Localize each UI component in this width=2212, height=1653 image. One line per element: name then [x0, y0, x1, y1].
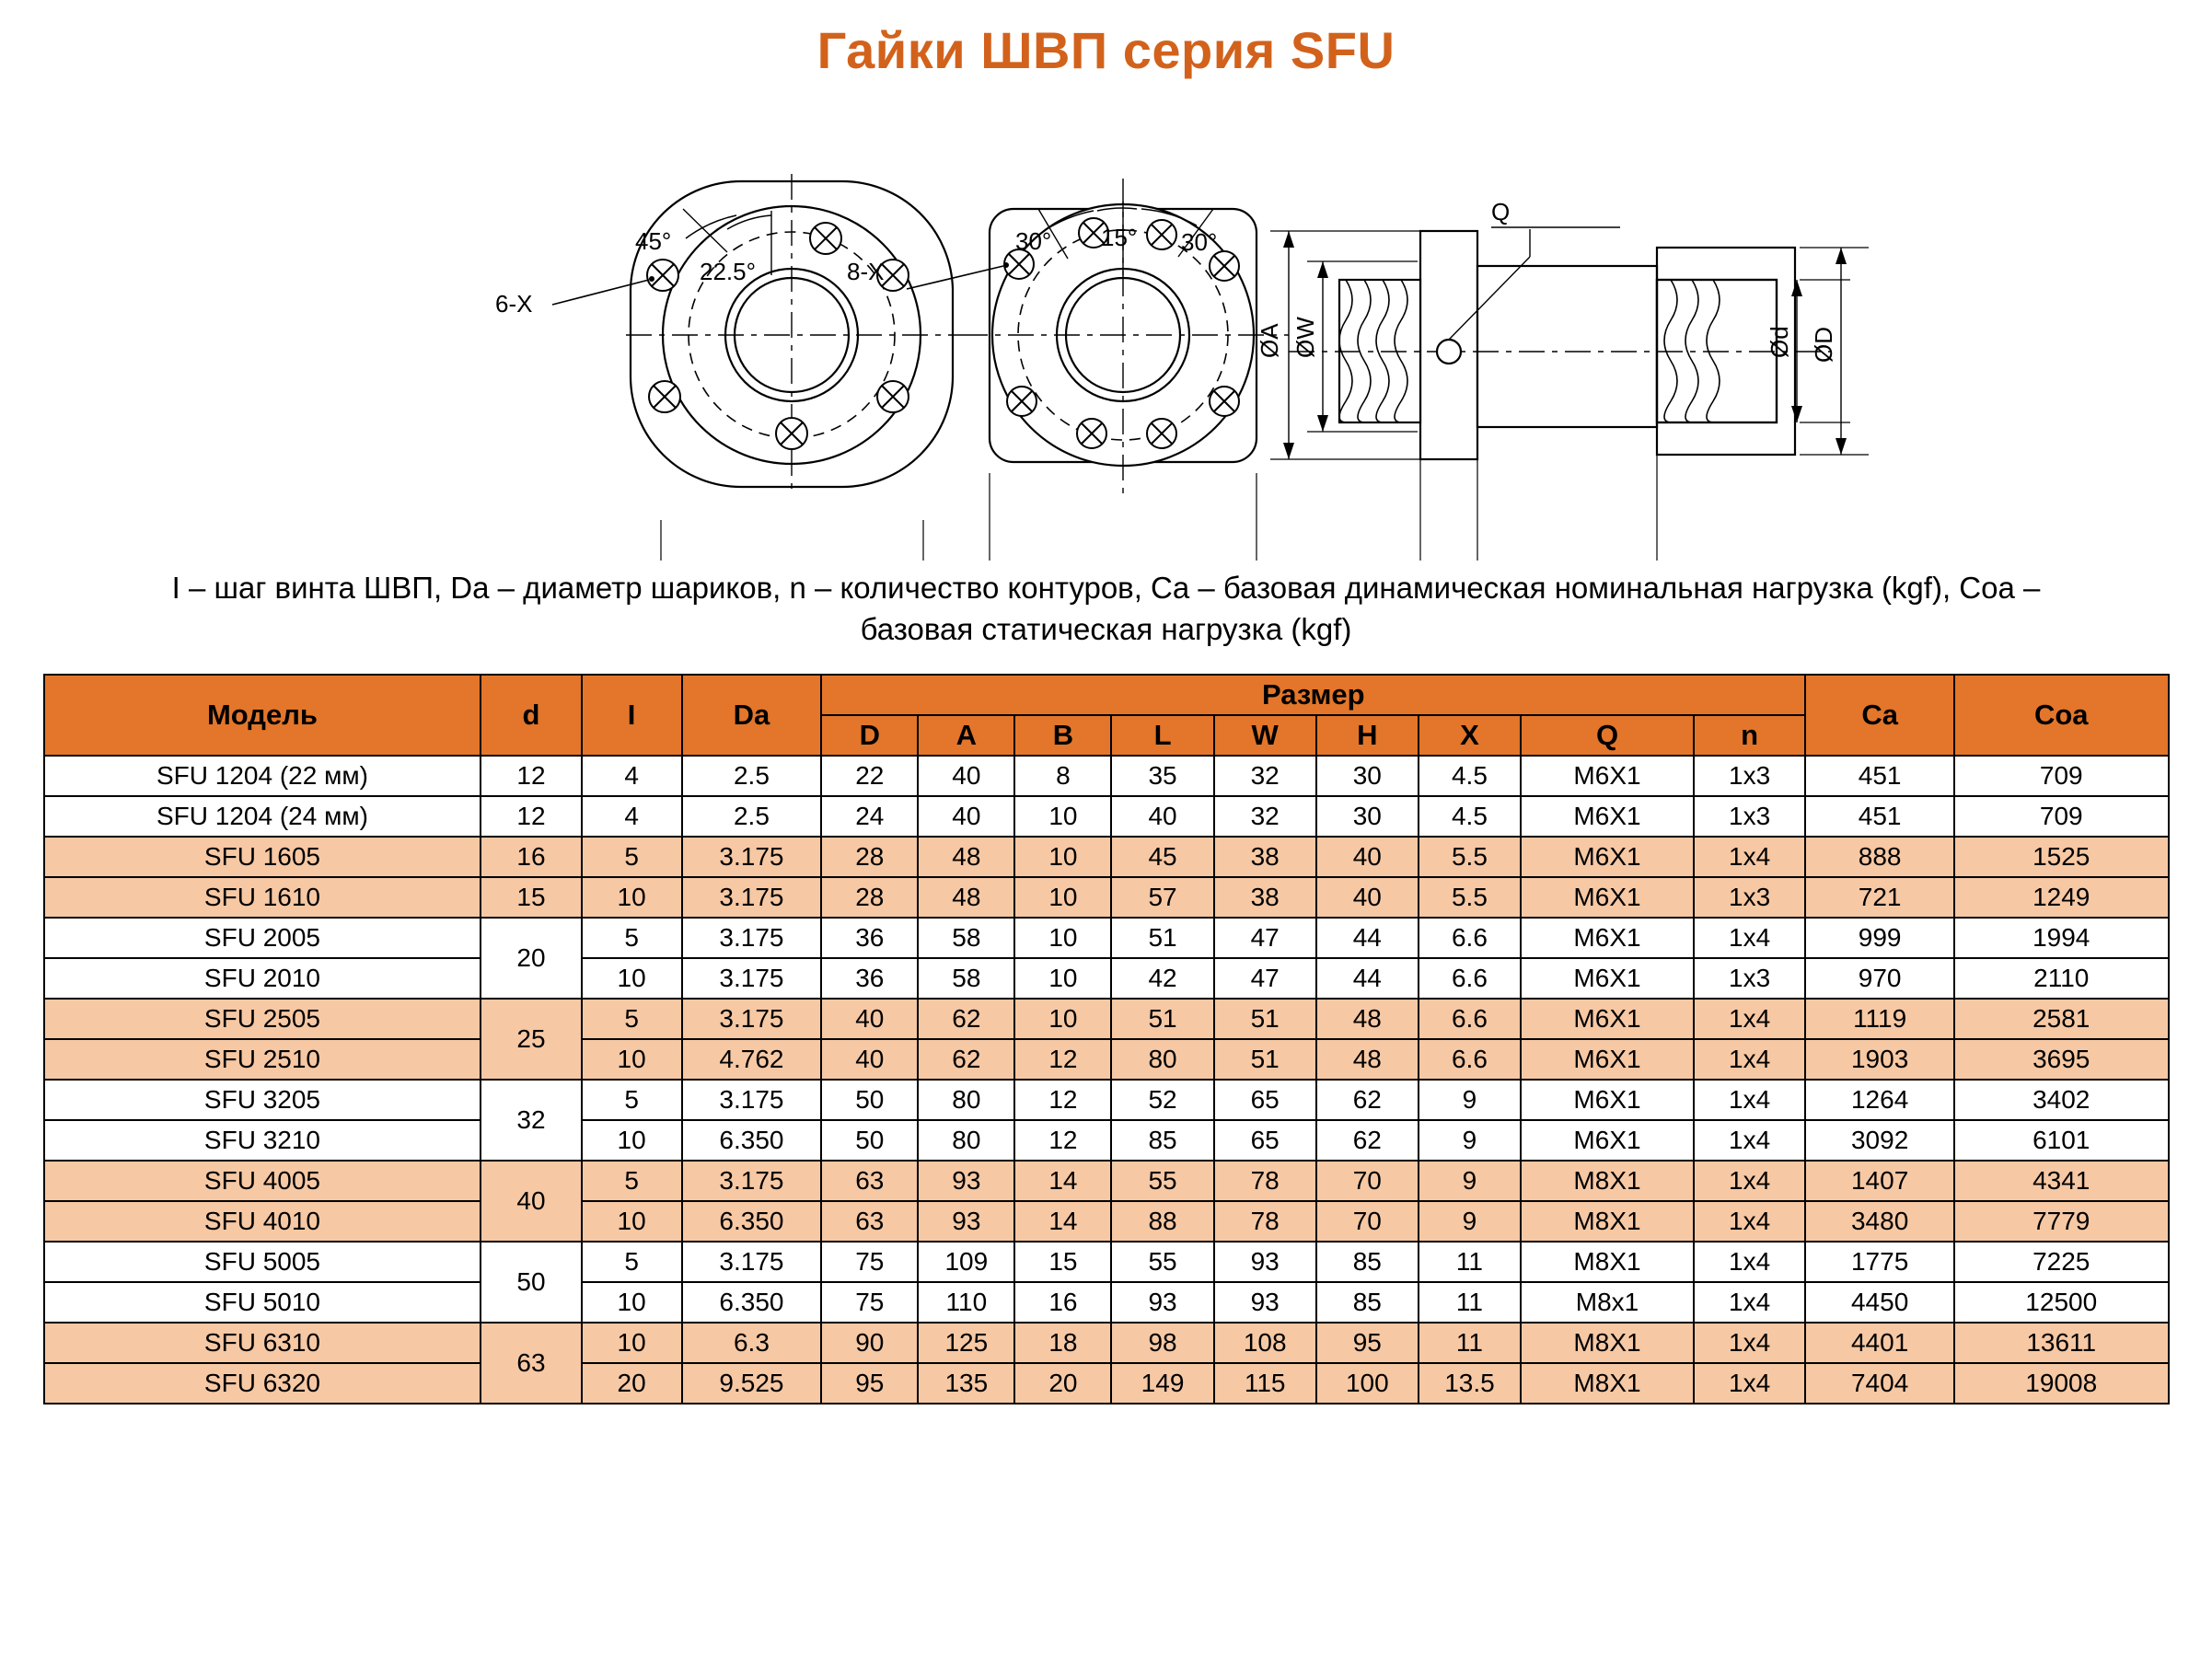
cell-da: 4.762 — [682, 1039, 822, 1080]
cell-model: SFU 2510 — [44, 1039, 481, 1080]
cell-i: 5 — [582, 1080, 682, 1120]
cell-X: 5.5 — [1419, 837, 1521, 877]
cell-Ca: 721 — [1805, 877, 1954, 918]
cell-W: 38 — [1214, 877, 1316, 918]
cell-W: 65 — [1214, 1080, 1316, 1120]
cell-model: SFU 6310 — [44, 1323, 481, 1363]
cell-n: 1x3 — [1694, 796, 1805, 837]
cell-i: 5 — [582, 918, 682, 958]
label-45deg: 45° — [635, 227, 672, 255]
cell-model: SFU 1610 — [44, 877, 481, 918]
cell-B: 15 — [1014, 1242, 1111, 1282]
cell-n: 1x3 — [1694, 958, 1805, 999]
cell-B: 10 — [1014, 918, 1111, 958]
header-dim-n: n — [1694, 715, 1805, 756]
cell-Q: M6X1 — [1521, 877, 1694, 918]
cell-L: 98 — [1111, 1323, 1213, 1363]
cell-A: 40 — [918, 756, 1014, 796]
cell-Ca: 888 — [1805, 837, 1954, 877]
cell-X: 4.5 — [1419, 756, 1521, 796]
cell-n: 1x3 — [1694, 756, 1805, 796]
cell-L: 149 — [1111, 1363, 1213, 1404]
cell-H: 40 — [1316, 837, 1419, 877]
cell-i: 10 — [582, 1120, 682, 1161]
table-row — [44, 1039, 2169, 1080]
table-row — [44, 877, 2169, 918]
cell-n: 1x4 — [1694, 1039, 1805, 1080]
cell-d: 15 — [481, 877, 581, 918]
cell-Ca: 999 — [1805, 918, 1954, 958]
cell-L: 40 — [1111, 796, 1213, 837]
cell-L: 93 — [1111, 1282, 1213, 1323]
cell-D: 22 — [821, 756, 918, 796]
cell-A: 110 — [918, 1282, 1014, 1323]
cell-i: 5 — [582, 1242, 682, 1282]
header-dim-W: W — [1214, 715, 1316, 756]
cell-L: 51 — [1111, 918, 1213, 958]
cell-W: 51 — [1214, 999, 1316, 1039]
cell-n: 1x3 — [1694, 877, 1805, 918]
cell-model: SFU 5010 — [44, 1282, 481, 1323]
cell-H: 85 — [1316, 1242, 1419, 1282]
cell-A: 80 — [918, 1080, 1014, 1120]
cell-W: 93 — [1214, 1242, 1316, 1282]
cell-A: 62 — [918, 999, 1014, 1039]
cell-W: 32 — [1214, 756, 1316, 796]
cell-Ca: 7404 — [1805, 1363, 1954, 1404]
cell-H: 62 — [1316, 1080, 1419, 1120]
header-dim-H: H — [1316, 715, 1419, 756]
cell-Ca: 1119 — [1805, 999, 1954, 1039]
table-head — [44, 675, 2169, 756]
label-15deg: 15° — [1101, 224, 1138, 251]
cell-X: 9 — [1419, 1161, 1521, 1201]
cell-i: 5 — [582, 1161, 682, 1201]
specs-table — [43, 674, 2170, 1404]
cell-i: 10 — [582, 1282, 682, 1323]
cell-Coa: 19008 — [1954, 1363, 2169, 1404]
cell-da: 3.175 — [682, 1161, 822, 1201]
cell-D: 90 — [821, 1323, 918, 1363]
cell-da: 2.5 — [682, 796, 822, 837]
cell-Ca: 451 — [1805, 796, 1954, 837]
table-row — [44, 958, 2169, 999]
cell-A: 135 — [918, 1363, 1014, 1404]
header-da: Da — [682, 675, 822, 756]
cell-Q: M8X1 — [1521, 1161, 1694, 1201]
cell-X: 5.5 — [1419, 877, 1521, 918]
cell-L: 52 — [1111, 1080, 1213, 1120]
drawing-middle-view — [907, 179, 1289, 561]
cell-i: 5 — [582, 837, 682, 877]
cell-Ca: 451 — [1805, 756, 1954, 796]
cell-Coa: 3402 — [1954, 1080, 2169, 1120]
cell-Ca: 4450 — [1805, 1282, 1954, 1323]
table-row — [44, 837, 2169, 877]
cell-Coa: 1525 — [1954, 837, 2169, 877]
cell-D: 95 — [821, 1363, 918, 1404]
cell-model: SFU 2505 — [44, 999, 481, 1039]
cell-Q: M6X1 — [1521, 1039, 1694, 1080]
table-row — [44, 918, 2169, 958]
cell-Q: M8X1 — [1521, 1201, 1694, 1242]
cell-H: 40 — [1316, 877, 1419, 918]
cell-L: 51 — [1111, 999, 1213, 1039]
cell-W: 47 — [1214, 918, 1316, 958]
cell-Coa: 6101 — [1954, 1120, 2169, 1161]
cell-B: 10 — [1014, 999, 1111, 1039]
cell-B: 12 — [1014, 1080, 1111, 1120]
cell-A: 58 — [918, 918, 1014, 958]
header-dim-X: X — [1419, 715, 1521, 756]
cell-Ca: 1775 — [1805, 1242, 1954, 1282]
drawing-right-view — [1270, 227, 1869, 561]
drawing-left-view — [552, 174, 962, 561]
cell-i: 10 — [582, 1201, 682, 1242]
cell-da: 3.175 — [682, 1080, 822, 1120]
cell-i: 20 — [582, 1363, 682, 1404]
cell-Ca: 1407 — [1805, 1161, 1954, 1201]
cell-Coa: 7779 — [1954, 1201, 2169, 1242]
cell-W: 93 — [1214, 1282, 1316, 1323]
cell-da: 6.3 — [682, 1323, 822, 1363]
cell-d: 63 — [481, 1323, 581, 1404]
cell-H: 62 — [1316, 1120, 1419, 1161]
cell-Q: M6X1 — [1521, 837, 1694, 877]
cell-B: 14 — [1014, 1161, 1111, 1201]
cell-X: 11 — [1419, 1282, 1521, 1323]
cell-model: SFU 2010 — [44, 958, 481, 999]
cell-H: 44 — [1316, 958, 1419, 999]
cell-H: 95 — [1316, 1323, 1419, 1363]
table-row — [44, 756, 2169, 796]
cell-Coa: 709 — [1954, 756, 2169, 796]
cell-da: 6.350 — [682, 1282, 822, 1323]
cell-A: 80 — [918, 1120, 1014, 1161]
cell-L: 85 — [1111, 1120, 1213, 1161]
header-row-1 — [44, 675, 2169, 715]
cell-H: 48 — [1316, 999, 1419, 1039]
cell-Q: M6X1 — [1521, 958, 1694, 999]
cell-W: 78 — [1214, 1201, 1316, 1242]
cell-i: 10 — [582, 877, 682, 918]
header-dim-B: B — [1014, 715, 1111, 756]
cell-H: 44 — [1316, 918, 1419, 958]
drawing-svg — [0, 91, 2212, 561]
table-body — [44, 756, 2169, 1404]
cell-d: 12 — [481, 756, 581, 796]
cell-A: 40 — [918, 796, 1014, 837]
cell-Ca: 1903 — [1805, 1039, 1954, 1080]
cell-i: 10 — [582, 1039, 682, 1080]
cell-W: 51 — [1214, 1039, 1316, 1080]
cell-model: SFU 2005 — [44, 918, 481, 958]
cell-Q: M8X1 — [1521, 1242, 1694, 1282]
label-30deg-a: 30° — [1015, 227, 1052, 255]
table-row — [44, 1161, 2169, 1201]
header-d: d — [481, 675, 581, 756]
cell-Ca: 3092 — [1805, 1120, 1954, 1161]
cell-D: 75 — [821, 1242, 918, 1282]
cell-L: 55 — [1111, 1242, 1213, 1282]
cell-n: 1x4 — [1694, 837, 1805, 877]
cell-L: 35 — [1111, 756, 1213, 796]
label-8x: 8-X — [847, 258, 885, 285]
cell-Q: M6X1 — [1521, 756, 1694, 796]
cell-X: 9 — [1419, 1080, 1521, 1120]
cell-H: 30 — [1316, 796, 1419, 837]
cell-n: 1x4 — [1694, 1201, 1805, 1242]
table-row — [44, 1282, 2169, 1323]
cell-d: 16 — [481, 837, 581, 877]
cell-Q: M6X1 — [1521, 796, 1694, 837]
cell-Coa: 2581 — [1954, 999, 2169, 1039]
table-row — [44, 796, 2169, 837]
label-6x: 6-X — [495, 290, 533, 318]
cell-Q: M8X1 — [1521, 1363, 1694, 1404]
label-30deg-b: 30° — [1181, 228, 1218, 256]
cell-W: 78 — [1214, 1161, 1316, 1201]
cell-L: 45 — [1111, 837, 1213, 877]
cell-model: SFU 1204 (24 мм) — [44, 796, 481, 837]
cell-W: 47 — [1214, 958, 1316, 999]
cell-B: 8 — [1014, 756, 1111, 796]
cell-D: 50 — [821, 1120, 918, 1161]
cell-B: 10 — [1014, 877, 1111, 918]
cell-D: 28 — [821, 837, 918, 877]
cell-d: 20 — [481, 918, 581, 999]
label-dia-a: ØA — [1256, 323, 1283, 358]
cell-d: 12 — [481, 796, 581, 837]
cell-A: 62 — [918, 1039, 1014, 1080]
cell-n: 1x4 — [1694, 1323, 1805, 1363]
cell-da: 3.175 — [682, 958, 822, 999]
cell-H: 70 — [1316, 1201, 1419, 1242]
cell-n: 1x4 — [1694, 1282, 1805, 1323]
cell-D: 50 — [821, 1080, 918, 1120]
cell-X: 6.6 — [1419, 999, 1521, 1039]
cell-da: 3.175 — [682, 837, 822, 877]
cell-Coa: 13611 — [1954, 1323, 2169, 1363]
header-dim-Q: Q — [1521, 715, 1694, 756]
cell-model: SFU 1204 (22 мм) — [44, 756, 481, 796]
cell-L: 42 — [1111, 958, 1213, 999]
cell-D: 28 — [821, 877, 918, 918]
technical-drawings — [0, 91, 2212, 561]
cell-n: 1x4 — [1694, 999, 1805, 1039]
cell-d: 40 — [481, 1161, 581, 1242]
cell-model: SFU 3210 — [44, 1120, 481, 1161]
cell-B: 18 — [1014, 1323, 1111, 1363]
cell-Q: M6X1 — [1521, 918, 1694, 958]
cell-A: 125 — [918, 1323, 1014, 1363]
cell-Ca: 970 — [1805, 958, 1954, 999]
cell-n: 1x4 — [1694, 1120, 1805, 1161]
cell-W: 38 — [1214, 837, 1316, 877]
cell-H: 85 — [1316, 1282, 1419, 1323]
cell-da: 3.175 — [682, 1242, 822, 1282]
cell-B: 12 — [1014, 1120, 1111, 1161]
cell-B: 10 — [1014, 796, 1111, 837]
cell-H: 70 — [1316, 1161, 1419, 1201]
table-row — [44, 1323, 2169, 1363]
cell-H: 100 — [1316, 1363, 1419, 1404]
cell-B: 20 — [1014, 1363, 1111, 1404]
table-row — [44, 1120, 2169, 1161]
cell-Coa: 709 — [1954, 796, 2169, 837]
cell-da: 2.5 — [682, 756, 822, 796]
cell-X: 13.5 — [1419, 1363, 1521, 1404]
cell-n: 1x4 — [1694, 918, 1805, 958]
header-coa: Coa — [1954, 675, 2169, 756]
cell-W: 115 — [1214, 1363, 1316, 1404]
cell-A: 93 — [918, 1201, 1014, 1242]
cell-Ca: 3480 — [1805, 1201, 1954, 1242]
cell-n: 1x4 — [1694, 1080, 1805, 1120]
cell-n: 1x4 — [1694, 1363, 1805, 1404]
label-dia-d-big: ØD — [1810, 327, 1837, 363]
cell-D: 40 — [821, 1039, 918, 1080]
cell-H: 30 — [1316, 756, 1419, 796]
cell-X: 9 — [1419, 1120, 1521, 1161]
cell-Q: M8X1 — [1521, 1323, 1694, 1363]
cell-X: 6.6 — [1419, 1039, 1521, 1080]
cell-A: 109 — [918, 1242, 1014, 1282]
cell-D: 24 — [821, 796, 918, 837]
cell-model: SFU 1605 — [44, 837, 481, 877]
cell-B: 14 — [1014, 1201, 1111, 1242]
cell-L: 88 — [1111, 1201, 1213, 1242]
cell-i: 10 — [582, 958, 682, 999]
cell-X: 4.5 — [1419, 796, 1521, 837]
cell-Coa: 1249 — [1954, 877, 2169, 918]
cell-D: 75 — [821, 1282, 918, 1323]
cell-Coa: 12500 — [1954, 1282, 2169, 1323]
cell-Ca: 1264 — [1805, 1080, 1954, 1120]
cell-Q: M6X1 — [1521, 999, 1694, 1039]
cell-H: 48 — [1316, 1039, 1419, 1080]
specs-table-wrapper — [43, 674, 2170, 1404]
cell-B: 10 — [1014, 837, 1111, 877]
cell-A: 58 — [918, 958, 1014, 999]
cell-da: 3.175 — [682, 918, 822, 958]
cell-B: 10 — [1014, 958, 1111, 999]
cell-X: 11 — [1419, 1242, 1521, 1282]
cell-A: 48 — [918, 877, 1014, 918]
label-dia-d-small: Ød — [1766, 326, 1793, 358]
cell-Ca: 4401 — [1805, 1323, 1954, 1363]
cell-n: 1x4 — [1694, 1242, 1805, 1282]
cell-model: SFU 4005 — [44, 1161, 481, 1201]
cell-i: 4 — [582, 796, 682, 837]
cell-D: 63 — [821, 1201, 918, 1242]
table-row — [44, 1080, 2169, 1120]
cell-A: 48 — [918, 837, 1014, 877]
cell-A: 93 — [918, 1161, 1014, 1201]
cell-da: 3.175 — [682, 999, 822, 1039]
cell-L: 57 — [1111, 877, 1213, 918]
header-dim-A: A — [918, 715, 1014, 756]
cell-Coa: 3695 — [1954, 1039, 2169, 1080]
cell-model: SFU 3205 — [44, 1080, 481, 1120]
cell-Q: M6X1 — [1521, 1120, 1694, 1161]
cell-X: 6.6 — [1419, 918, 1521, 958]
cell-Q: M6X1 — [1521, 1080, 1694, 1120]
header-model: Модель — [44, 675, 481, 756]
cell-da: 9.525 — [682, 1363, 822, 1404]
cell-da: 6.350 — [682, 1120, 822, 1161]
cell-B: 12 — [1014, 1039, 1111, 1080]
cell-model: SFU 5005 — [44, 1242, 481, 1282]
cell-Coa: 4341 — [1954, 1161, 2169, 1201]
header-dim-L: L — [1111, 715, 1213, 756]
header-razmer: Размер — [821, 675, 1805, 715]
cell-D: 36 — [821, 958, 918, 999]
legend-text: I – шаг винта ШВП, Da – диаметр шариков, n – количество контуров, Ca – базовая динамическая номинальная нагрузка (kgf), Coa – базовая статическая нагрузка (kgf) — [171, 571, 2041, 646]
cell-Q: M8x1 — [1521, 1282, 1694, 1323]
cell-X: 9 — [1419, 1201, 1521, 1242]
cell-da: 6.350 — [682, 1201, 822, 1242]
cell-Coa: 7225 — [1954, 1242, 2169, 1282]
cell-Coa: 2110 — [1954, 958, 2169, 999]
page-title: Гайки ШВП серия SFU — [816, 21, 1396, 79]
cell-W: 108 — [1214, 1323, 1316, 1363]
cell-model: SFU 6320 — [44, 1363, 481, 1404]
cell-W: 65 — [1214, 1120, 1316, 1161]
cell-W: 32 — [1214, 796, 1316, 837]
table-row — [44, 999, 2169, 1039]
cell-d: 32 — [481, 1080, 581, 1161]
cell-Coa: 1994 — [1954, 918, 2169, 958]
cell-i: 4 — [582, 756, 682, 796]
cell-d: 50 — [481, 1242, 581, 1323]
cell-n: 1x4 — [1694, 1161, 1805, 1201]
label-22-5deg: 22.5° — [700, 258, 757, 285]
cell-i: 10 — [582, 1323, 682, 1363]
header-dim-D: D — [821, 715, 918, 756]
cell-model: SFU 4010 — [44, 1201, 481, 1242]
cell-D: 40 — [821, 999, 918, 1039]
header-i: I — [582, 675, 682, 756]
cell-L: 55 — [1111, 1161, 1213, 1201]
cell-X: 6.6 — [1419, 958, 1521, 999]
cell-X: 11 — [1419, 1323, 1521, 1363]
cell-i: 5 — [582, 999, 682, 1039]
cell-B: 16 — [1014, 1282, 1111, 1323]
cell-da: 3.175 — [682, 877, 822, 918]
cell-D: 36 — [821, 918, 918, 958]
label-dia-w: ØW — [1291, 317, 1319, 358]
table-row — [44, 1242, 2169, 1282]
table-row — [44, 1363, 2169, 1404]
cell-d: 25 — [481, 999, 581, 1080]
label-q: Q — [1491, 198, 1511, 225]
table-row — [44, 1201, 2169, 1242]
cell-D: 63 — [821, 1161, 918, 1201]
page-root — [0, 20, 2212, 1653]
cell-L: 80 — [1111, 1039, 1213, 1080]
header-ca: Ca — [1805, 675, 1954, 756]
